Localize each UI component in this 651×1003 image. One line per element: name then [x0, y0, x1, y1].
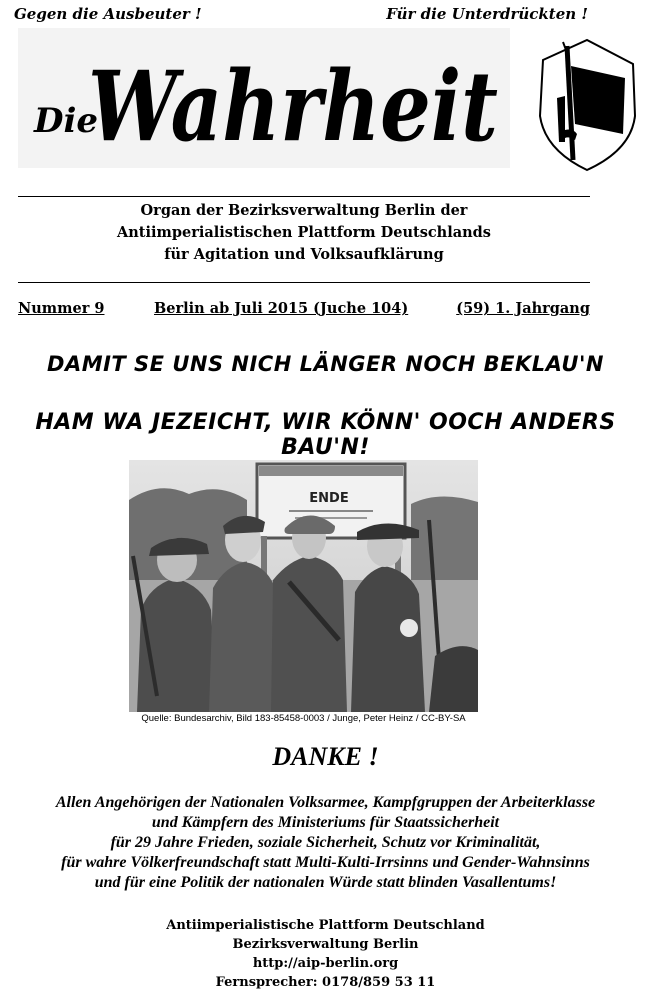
- thanks-line-3: für 29 Jahre Frieden, soziale Sicherheit, Schutz vor Kriminalität,: [110, 834, 541, 851]
- footer-url: http://aip-berlin.org: [252, 956, 399, 971]
- slogan-right: Für die Unterdrückten !: [386, 5, 588, 23]
- border-guards-photo: [129, 460, 478, 712]
- thanks-line-2: und Kämpfern des Ministeriums für Staatssicherheit: [151, 814, 500, 831]
- headline-line-2: HAM WA JEZEICHT, WIR KÖNN' OOCH ANDERS BAU'N!: [35, 410, 616, 460]
- issue-date: Berlin ab Juli 2015 (Juche 104): [154, 300, 409, 317]
- footer-district: Bezirksverwaltung Berlin: [232, 937, 419, 952]
- slogan-left: Gegen die Ausbeuter !: [14, 5, 202, 23]
- flag-rifle-emblem-icon: [535, 38, 639, 172]
- thanks-line-5: und für eine Politik der nationalen Würde statt blinden Vasallentums!: [94, 874, 557, 891]
- photo-caption: Quelle: Bundesarchiv, Bild 183-85458-0003 / Junge, Peter Heinz / CC-BY-SA: [141, 713, 466, 724]
- rule-top: [18, 196, 590, 197]
- thanks-line-4: für wahre Völkerfreundschaft statt Multi-Kulti-Irrsinns und Gender-Wahnsinns: [61, 854, 590, 871]
- organ-line-1: Organ der Bezirksverwaltung Berlin der: [140, 202, 468, 219]
- footer-org: Antiimperialistische Plattform Deutschland: [166, 918, 485, 933]
- sign-text: ENDE: [309, 491, 349, 506]
- headline-line-1: DAMIT SE UNS NICH LÄNGER NOCH BEKLAU'N: [47, 352, 604, 376]
- svg-text:Wahrheit: Wahrheit: [88, 50, 498, 163]
- issue-volume: (59) 1. Jahrgang: [456, 300, 590, 317]
- issue-number: Nummer 9: [18, 300, 105, 317]
- masthead-logo: [30, 32, 510, 162]
- thanks-line-1: Allen Angehörigen der Nationalen Volksarmee, Kampfgruppen der Arbeiterklasse: [55, 794, 596, 811]
- svg-text:Die: Die: [34, 101, 99, 141]
- footer-phone: Fernsprecher: 0178/859 53 11: [215, 975, 436, 990]
- rule-bottom: [18, 282, 590, 283]
- organ-line-3: für Agitation und Volksaufklärung: [164, 246, 444, 263]
- thanks-title: DANKE !: [272, 742, 379, 771]
- organ-line-2: Antiimperialistischen Plattform Deutschlands: [117, 224, 491, 241]
